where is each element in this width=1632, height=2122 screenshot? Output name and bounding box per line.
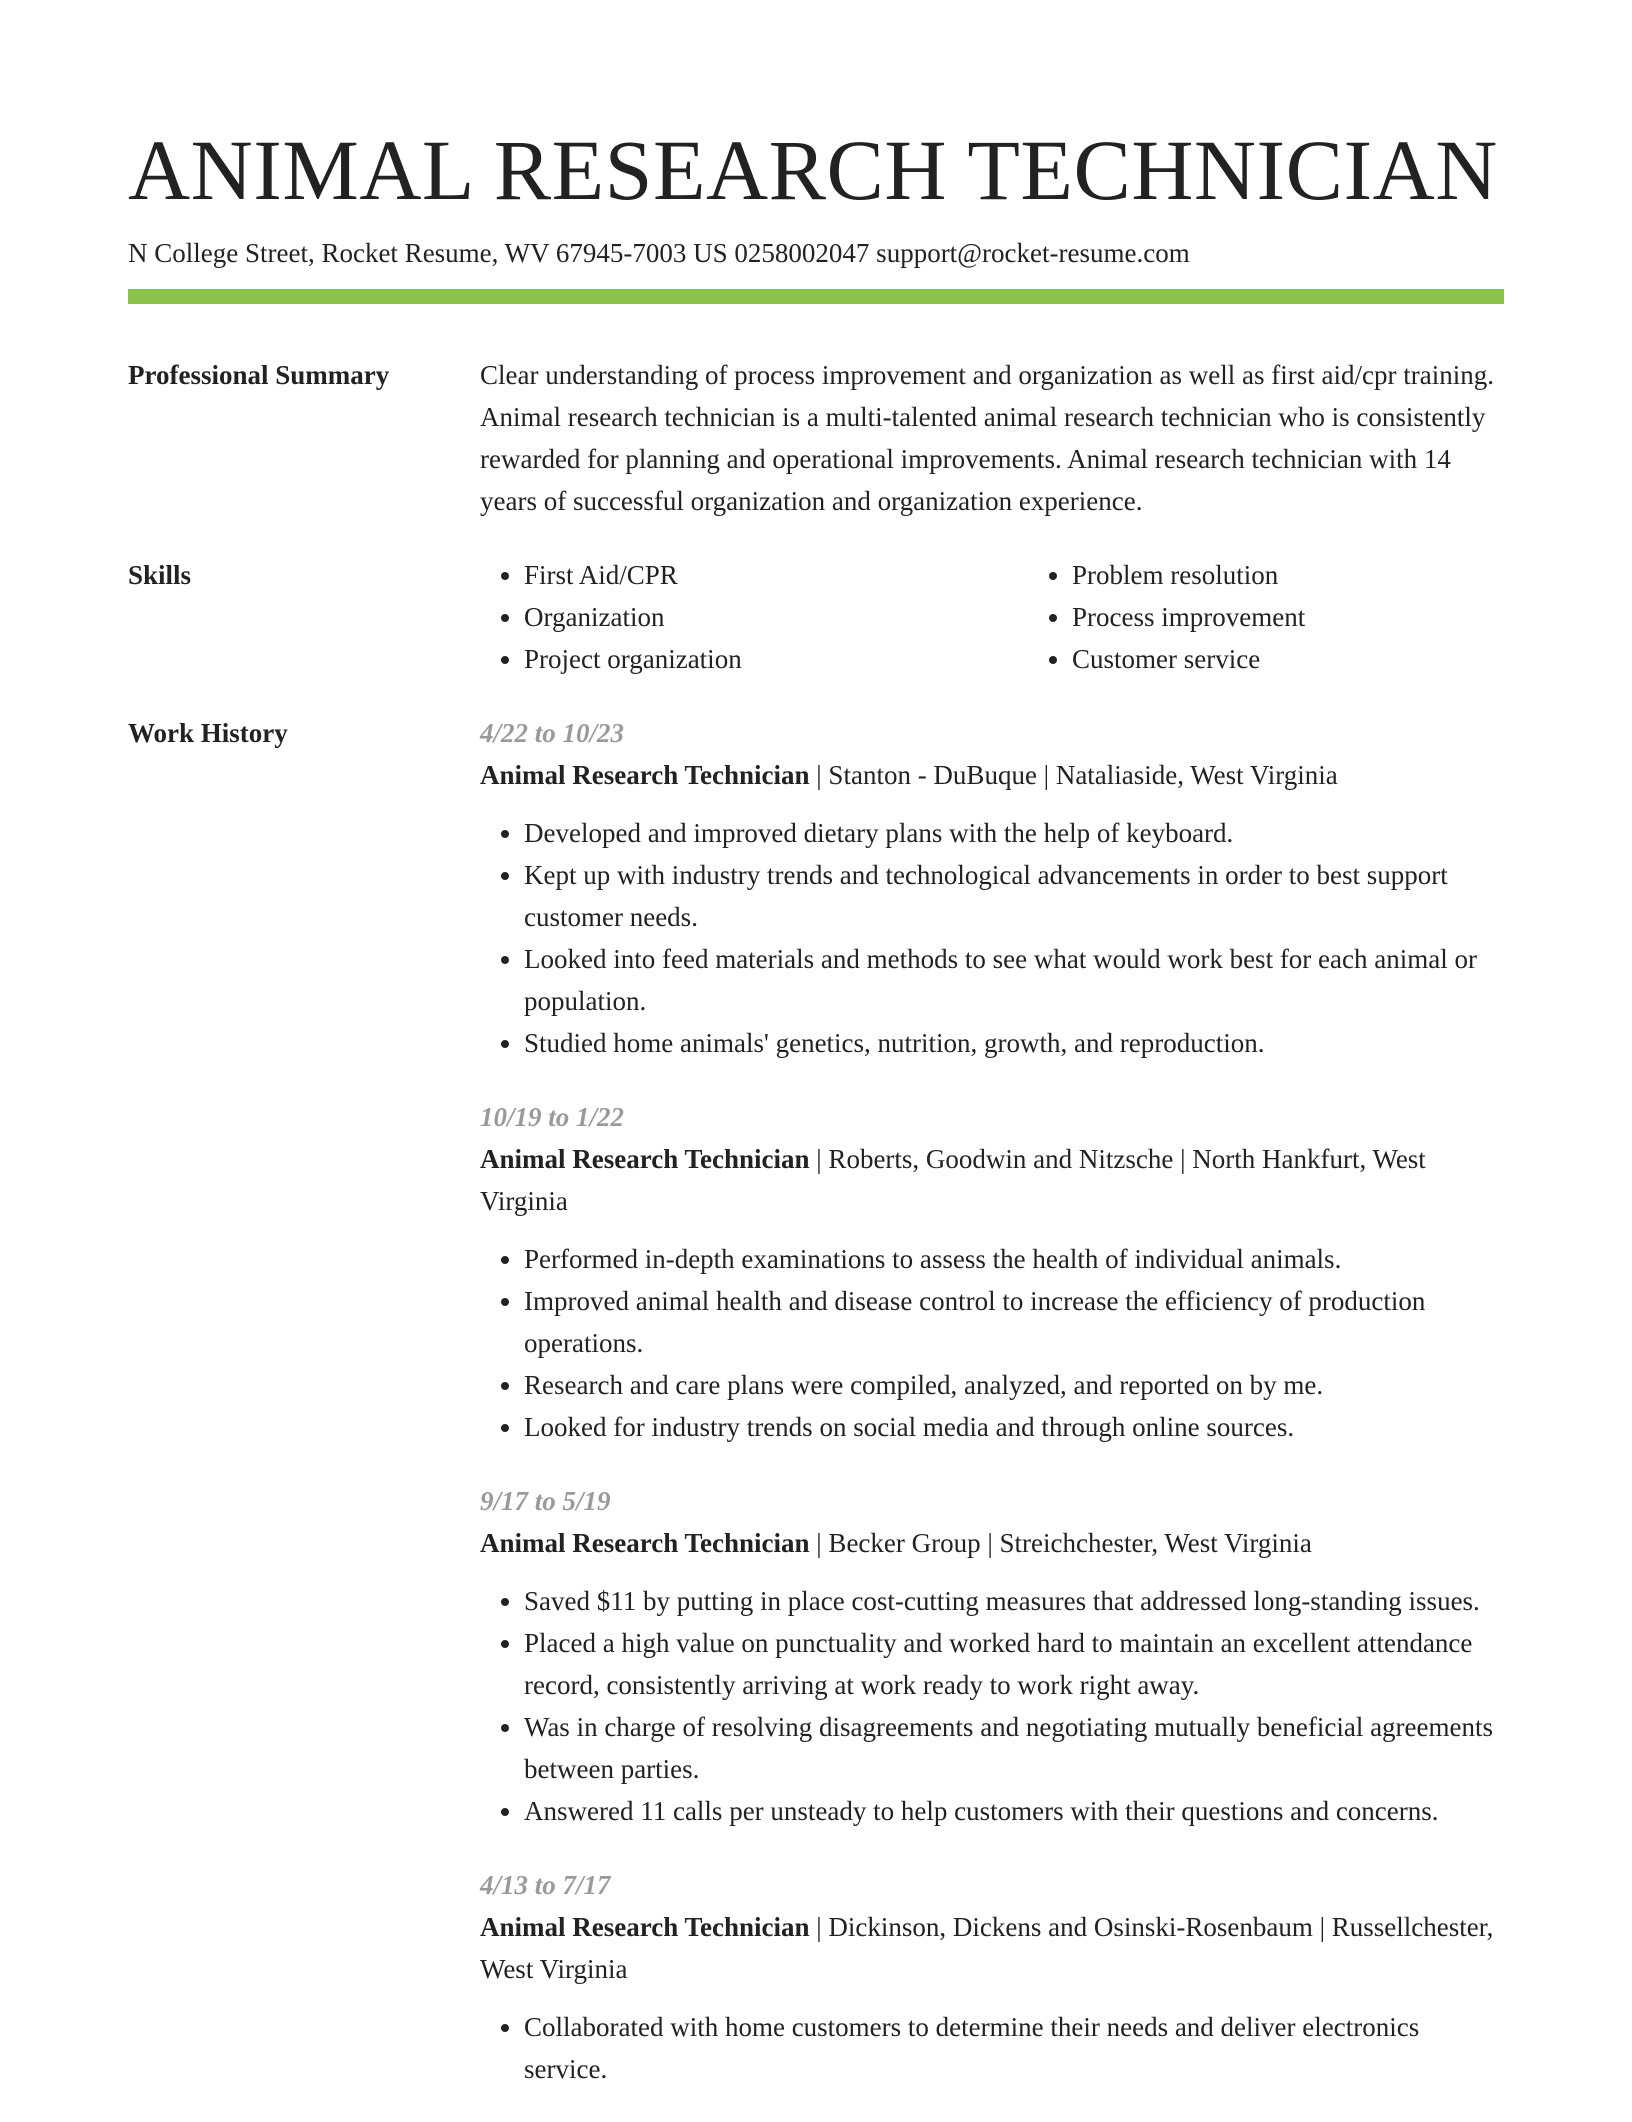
skills-list-right bbox=[1028, 554, 1576, 680]
skill-item: • Organization bbox=[524, 596, 1028, 638]
job-heading bbox=[480, 1906, 1504, 1990]
job-bullets bbox=[480, 1238, 1504, 1448]
job-title: Animal Research Technician bbox=[480, 1912, 810, 1942]
contact-line: N College Street, Rocket Resume, WV 67945-7003 US 0258002047 support@rocket-resume.com bbox=[128, 238, 1190, 268]
job-entry bbox=[480, 712, 1504, 1064]
job-bullet: • Kept up with industry trends and technological advancements in order to best support customer needs. bbox=[524, 854, 1504, 938]
header-divider bbox=[128, 289, 1504, 304]
job-dates: 9/17 to 5/19 bbox=[480, 1486, 611, 1516]
job-bullet: • Studied home animals' genetics, nutrition, growth, and reproduction. bbox=[524, 1022, 1504, 1064]
job-heading bbox=[480, 1522, 1504, 1564]
summary-section bbox=[128, 354, 1504, 522]
job-bullet: • Saved $11 by putting in place cost-cutting measures that addressed long-standing issues. bbox=[524, 1580, 1504, 1622]
job-bullet: • Looked into feed materials and methods to see what would work best for each animal or population. bbox=[524, 938, 1504, 1022]
job-bullet: • Performed in-depth examinations to assess the health of individual animals. bbox=[524, 1238, 1504, 1280]
skill-item: • Customer service bbox=[1072, 638, 1576, 680]
job-bullets bbox=[480, 1580, 1504, 1832]
job-entry bbox=[480, 1480, 1504, 1832]
skills-section bbox=[128, 554, 1504, 680]
job-employer-location: | Dickinson, Dickens and Osinski-Rosenbaum | Russellchester, West Virginia bbox=[480, 1912, 1494, 1984]
job-title: Animal Research Technician bbox=[480, 1144, 810, 1174]
section-label-summary: Professional Summary bbox=[128, 360, 390, 390]
job-employer-location: | Becker Group | Streichchester, West Virginia bbox=[809, 1528, 1312, 1558]
job-dates: 4/13 to 7/17 bbox=[480, 1870, 611, 1900]
skill-item: • Process improvement bbox=[1072, 596, 1576, 638]
job-title: Animal Research Technician bbox=[480, 1528, 810, 1558]
job-bullets bbox=[480, 2006, 1504, 2090]
resume-page bbox=[128, 0, 1504, 2122]
job-bullet: • Improved animal health and disease control to increase the efficiency of production operations. bbox=[524, 1280, 1504, 1364]
skill-item: • Project organization bbox=[524, 638, 1028, 680]
job-heading bbox=[480, 754, 1504, 796]
skill-item: • Problem resolution bbox=[1072, 554, 1576, 596]
job-bullet: • Developed and improved dietary plans with the help of keyboard. bbox=[524, 812, 1504, 854]
job-employer-location: | Roberts, Goodwin and Nitzsche | North Hankfurt, West Virginia bbox=[480, 1144, 1426, 1216]
section-label-work-history: Work History bbox=[128, 718, 288, 748]
job-bullet: • Looked for industry trends on social media and through online sources. bbox=[524, 1406, 1504, 1448]
job-heading bbox=[480, 1138, 1504, 1222]
job-bullet: • Research and care plans were compiled, analyzed, and reported on by me. bbox=[524, 1364, 1504, 1406]
work-history-section bbox=[128, 712, 1504, 2122]
job-bullets bbox=[480, 812, 1504, 1064]
job-dates: 10/19 to 1/22 bbox=[480, 1102, 625, 1132]
job-entry bbox=[480, 1096, 1504, 1448]
skill-item: • First Aid/CPR bbox=[524, 554, 1028, 596]
job-bullet: • Was in charge of resolving disagreements and negotiating mutually beneficial agreements between parties. bbox=[524, 1706, 1504, 1790]
section-label-skills: Skills bbox=[128, 560, 192, 590]
job-bullet: • Placed a high value on punctuality and worked hard to maintain an excellent attendance record, consistently arriving at work ready to work right away. bbox=[524, 1622, 1504, 1706]
summary-text: Clear understanding of process improvement and organization as well as first aid/cpr training. Animal research technician is a multi-talented animal research technician who is consistently rewarded for planning and operational improvements. Animal research technician with 14 years of successful organization and organization experience. bbox=[480, 360, 1494, 516]
job-entry bbox=[480, 1864, 1504, 2090]
job-bullet: • Collaborated with home customers to determine their needs and deliver electronics service. bbox=[524, 2006, 1504, 2090]
job-title: Animal Research Technician bbox=[480, 760, 810, 790]
job-bullet: • Answered 11 calls per unsteady to help customers with their questions and concerns. bbox=[524, 1790, 1504, 1832]
skills-list-left bbox=[480, 554, 1028, 680]
resume-name: ANIMAL RESEARCH TECHNICIAN bbox=[128, 122, 1498, 218]
job-dates: 4/22 to 10/23 bbox=[480, 718, 625, 748]
job-employer-location: | Stanton - DuBuque | Nataliaside, West Virginia bbox=[809, 760, 1338, 790]
